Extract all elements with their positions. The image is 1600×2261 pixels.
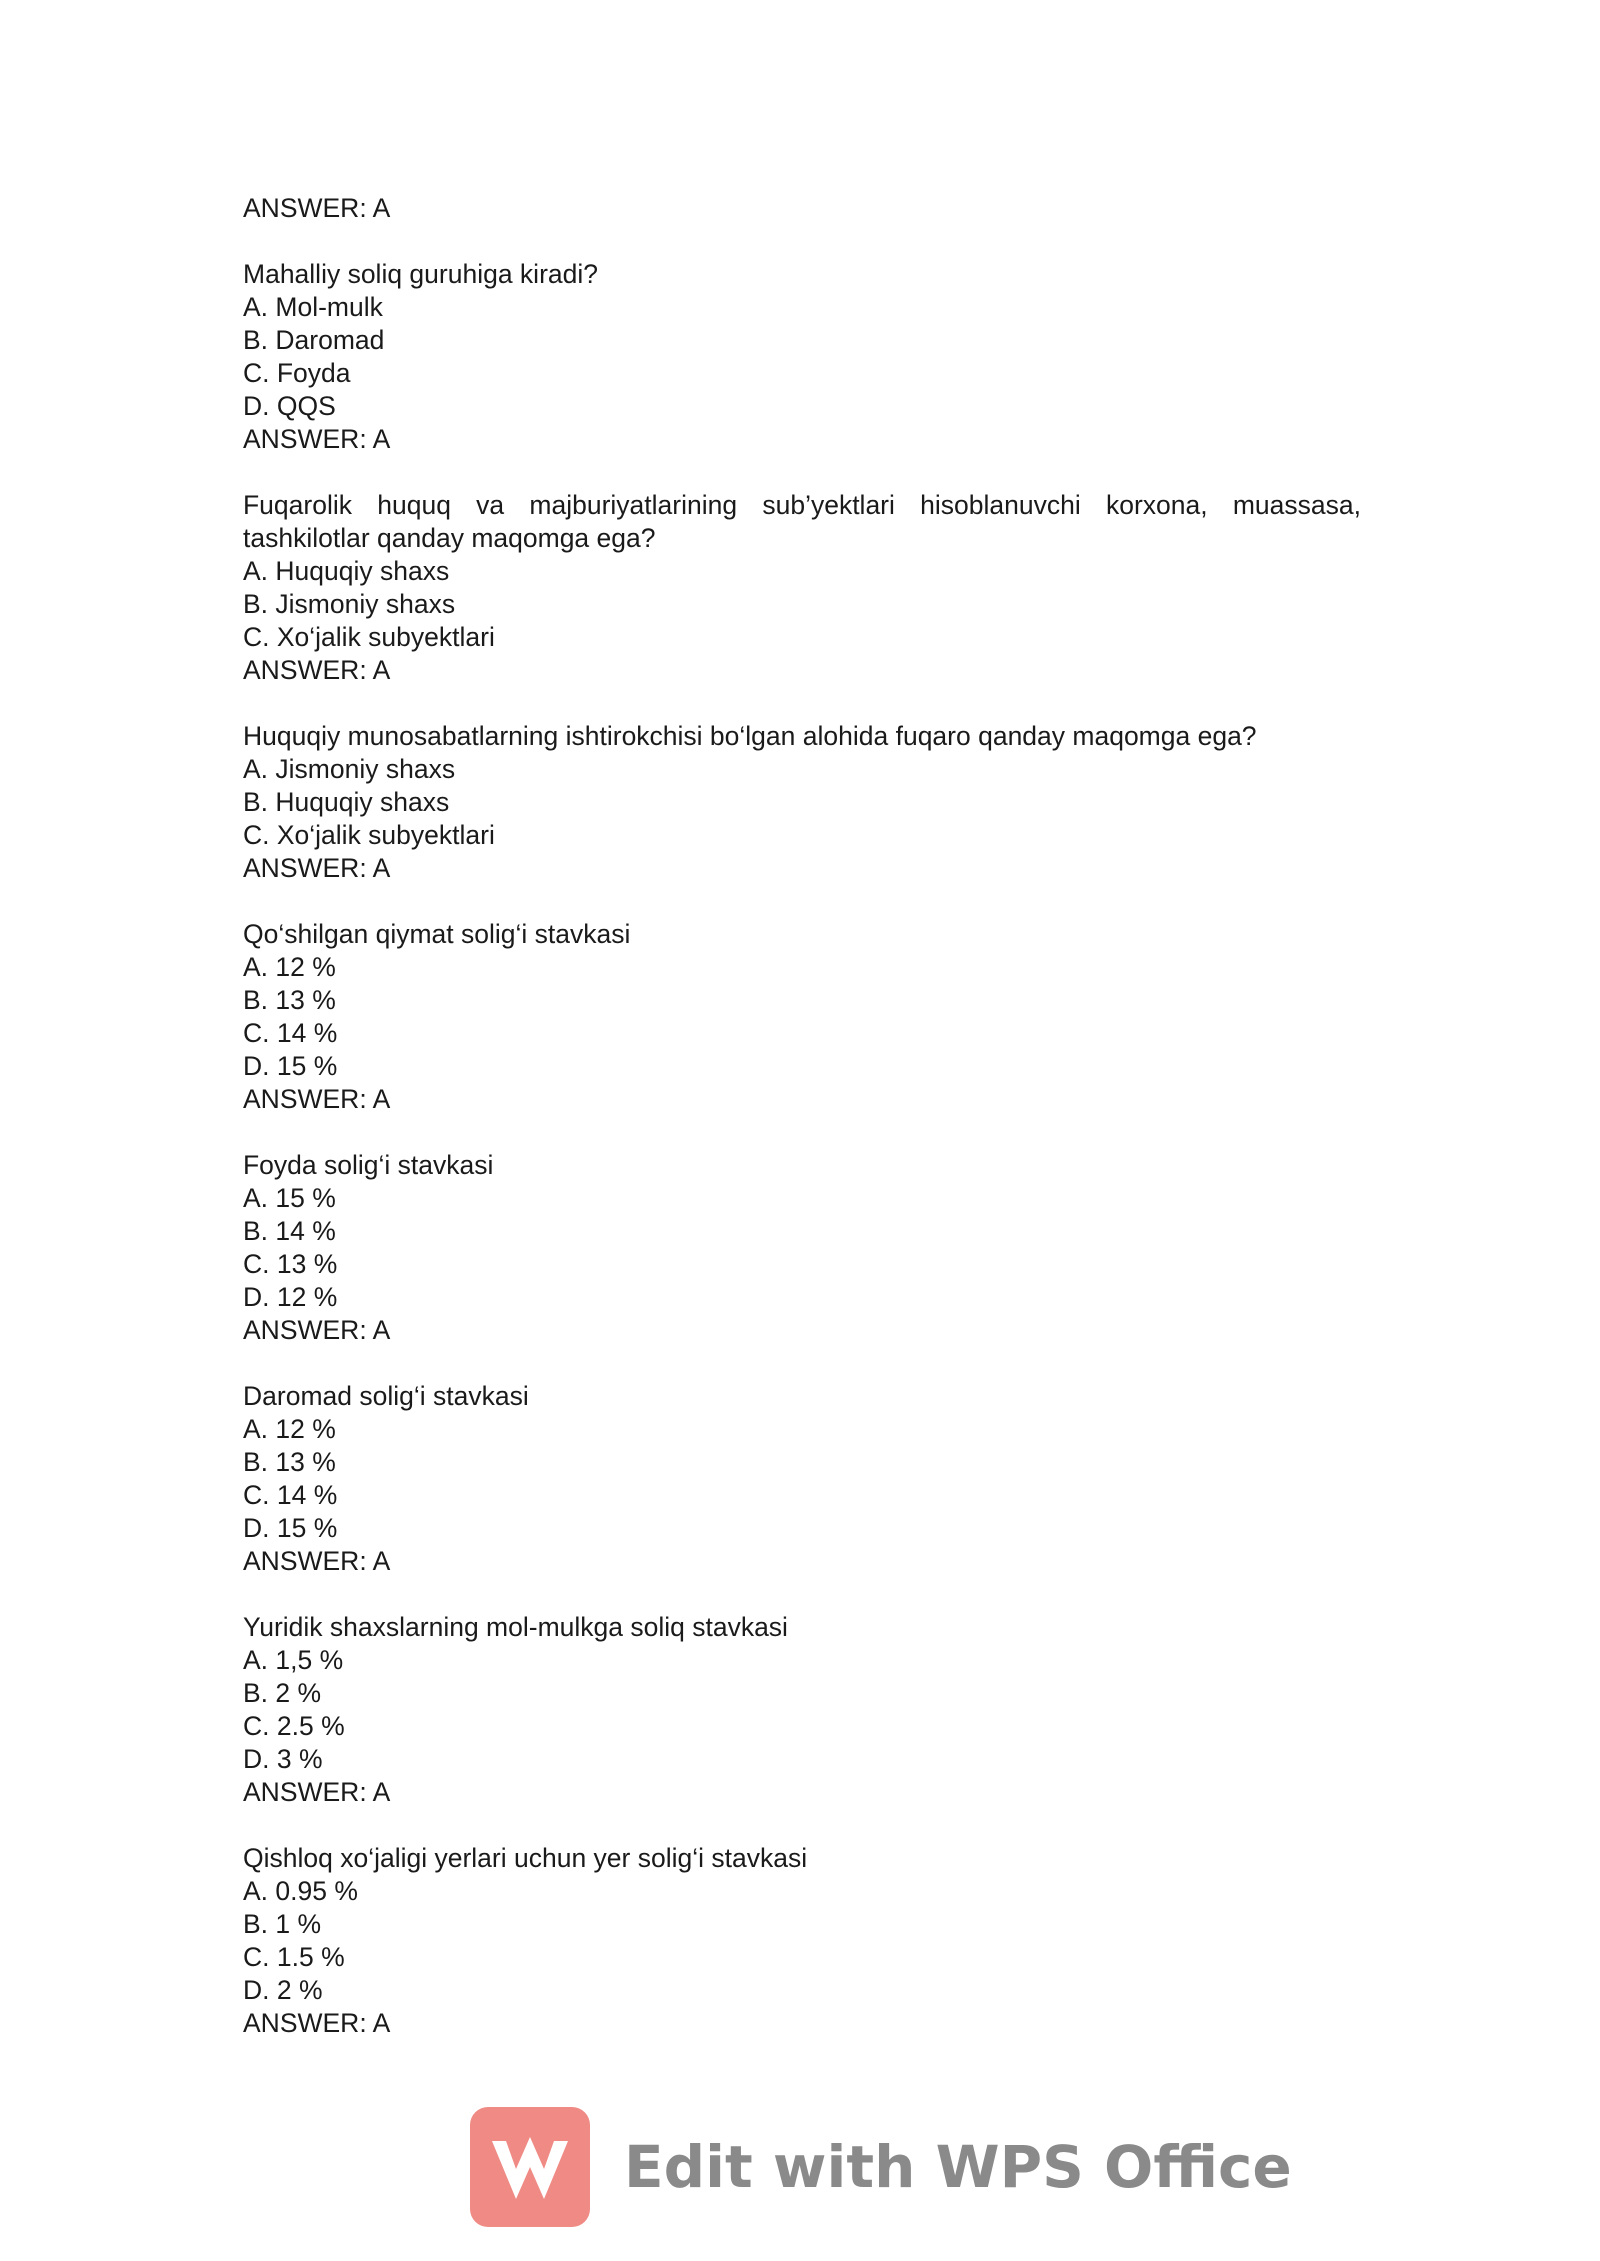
- answer-option: B. 13 %: [243, 1447, 336, 1477]
- answer-option: B. 13 %: [243, 985, 336, 1015]
- answer-option: A. 1,5 %: [243, 1645, 344, 1675]
- answer-option: D. 15 %: [243, 1513, 338, 1543]
- answer-option: B. Huquqiy shaxs: [243, 787, 450, 817]
- wps-watermark-text[interactable]: Edit with WPS Office: [624, 2133, 1292, 2201]
- question-text: Qishloq xo‘jaligi yerlari uchun yer solig‘i stavkasi: [243, 1843, 808, 1873]
- answer-option: D. QQS: [243, 391, 336, 421]
- answer-option: C. 1.5 %: [243, 1942, 345, 1972]
- answer-text: ANSWER: A: [243, 424, 391, 454]
- question-text: Fuqarolik huquq va majburiyatlarining sub’yektlari hisoblanuvchi korxona, muassasa, tashkilotlar qanday maqomga ega?: [243, 490, 1369, 553]
- answer-option: C. 2.5 %: [243, 1711, 345, 1741]
- answer-text: ANSWER: A: [243, 1084, 391, 1114]
- answer-option: D. 3 %: [243, 1744, 323, 1774]
- answer-option: B. 1 %: [243, 1909, 322, 1939]
- answer-text: ANSWER: A: [243, 1546, 391, 1576]
- answer-option: C. Xo‘jalik subyektlari: [243, 622, 495, 652]
- answer-text: ANSWER: A: [243, 2008, 391, 2038]
- question-list: [243, 258, 1369, 2040]
- answer-option: A. Mol-mulk: [243, 292, 383, 322]
- answer-text: ANSWER: A: [243, 1777, 391, 1807]
- answer-option: C. 13 %: [243, 1249, 338, 1279]
- answer-text: ANSWER: A: [243, 853, 391, 883]
- question-block: [243, 918, 1361, 1116]
- question-block: [243, 1380, 1361, 1578]
- answer-option: A. 12 %: [243, 1414, 336, 1444]
- answer-option: A. 12 %: [243, 952, 336, 982]
- answer-text: ANSWER: A: [243, 655, 391, 685]
- answer-option: D. 12 %: [243, 1282, 338, 1312]
- question-block: [243, 1611, 1361, 1809]
- question-text: Daromad solig‘i stavkasi: [243, 1381, 529, 1411]
- question-block: [243, 258, 1361, 456]
- answer-option: C. Foyda: [243, 358, 351, 388]
- question-text: Mahalliy soliq guruhiga kiradi?: [243, 259, 598, 289]
- answer-option: C. 14 %: [243, 1018, 338, 1048]
- question-text: Yuridik shaxslarning mol-mulkga soliq stavkasi: [243, 1612, 788, 1642]
- document-body: [243, 192, 1369, 2073]
- question-text: Qo‘shilgan qiymat solig‘i stavkasi: [243, 919, 631, 949]
- answer-option: A. 0.95 %: [243, 1876, 358, 1906]
- question-text: Foyda solig‘i stavkasi: [243, 1150, 494, 1180]
- answer-option: A. Huquqiy shaxs: [243, 556, 450, 586]
- answer-option: D. 15 %: [243, 1051, 338, 1081]
- answer-line-first: [243, 192, 1361, 225]
- answer-option: B. 2 %: [243, 1678, 322, 1708]
- question-block: [243, 1149, 1361, 1347]
- answer-option: C. 14 %: [243, 1480, 338, 1510]
- answer-option: B. Jismoniy shaxs: [243, 589, 456, 619]
- answer-option: A. Jismoniy shaxs: [243, 754, 456, 784]
- answer-option: D. 2 %: [243, 1975, 323, 2005]
- answer-option: A. 15 %: [243, 1183, 336, 1213]
- answer-option: B. Daromad: [243, 325, 385, 355]
- wps-w-glyph-icon: [470, 2107, 590, 2227]
- answer-option: B. 14 %: [243, 1216, 336, 1246]
- answer-text: ANSWER: A: [243, 1315, 391, 1345]
- answer-option: C. Xo‘jalik subyektlari: [243, 820, 495, 850]
- wps-logo-icon[interactable]: [470, 2107, 590, 2227]
- question-block: [243, 1842, 1361, 2040]
- answer-text: ANSWER: A: [243, 193, 391, 223]
- question-block: [243, 489, 1369, 687]
- question-block: [243, 720, 1361, 885]
- question-text: Huquqiy munosabatlarning ishtirokchisi bo‘lgan alohida fuqaro qanday maqomga ega?: [243, 721, 1257, 751]
